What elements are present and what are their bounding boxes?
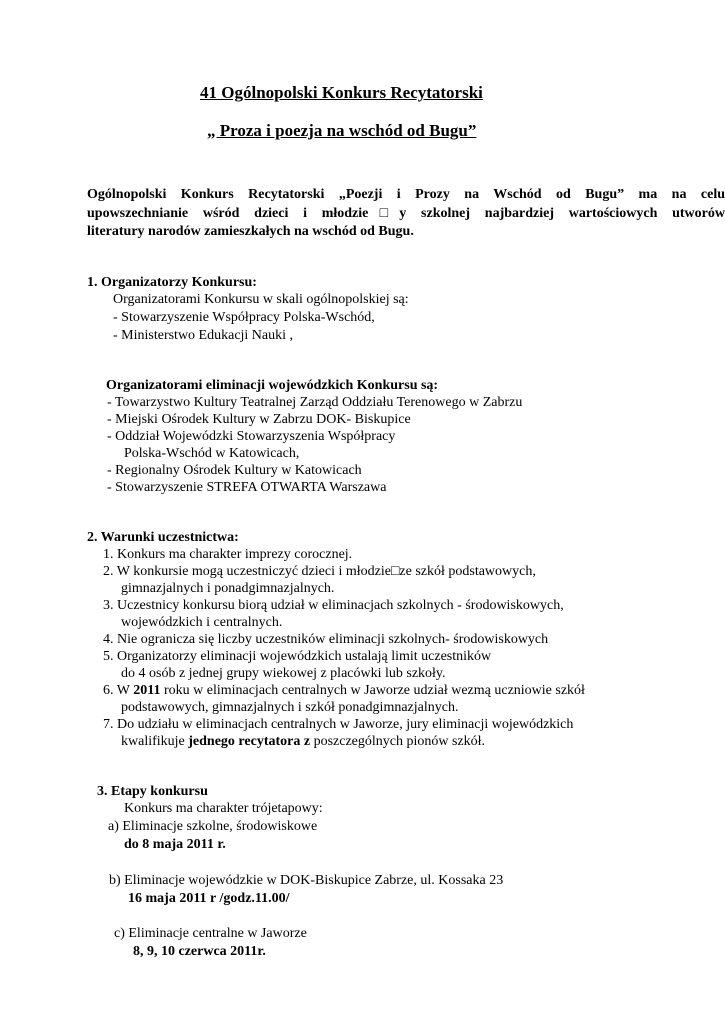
condition-item-7-post: poszczególnych pionów szkół. bbox=[310, 734, 486, 749]
condition-item-2-cont: gimnazjalnych i ponadgimnazjalnych. bbox=[121, 581, 335, 596]
section-1-lead: Organizatorami Konkursu w skali ogólnopolskiej są: bbox=[113, 292, 409, 307]
list-item: - Stowarzyszenie Współpracy Polska-Wschód, bbox=[113, 310, 375, 325]
list-item: - Stowarzyszenie STREFA OTWARTA Warszawa bbox=[107, 480, 387, 495]
section-3-lead: Konkurs ma charakter trójetapowy: bbox=[124, 801, 323, 816]
section-2-heading: 2. Warunki uczestnictwa: bbox=[87, 530, 239, 545]
section-1-heading: 1. Organizatorzy Konkursu: bbox=[87, 275, 257, 290]
section-3-heading: 3. Etapy konkursu bbox=[97, 784, 208, 799]
stage-c-label: c) Eliminacje centralne w Jaworze bbox=[114, 926, 307, 941]
condition-item-3-cont: wojewódzkich i centralnych. bbox=[121, 615, 283, 630]
stage-a-label: a) Eliminacje szkolne, środowiskowe bbox=[108, 819, 318, 834]
list-item: - Regionalny Ośrodek Kultury w Katowicach bbox=[107, 463, 362, 478]
list-item: - Towarzystwo Kultury Teatralnej Zarząd Oddziału Terenowego w Zabrzu bbox=[107, 395, 523, 410]
stage-b-label: b) Eliminacje wojewódzkie w DOK-Biskupice Zabrze, ul. Kossaka 23 bbox=[109, 873, 504, 888]
intro-line-2: upowszechnianie wśród dzieci i młodzie□y szkolnej najbardziej wartościowych utworów bbox=[87, 206, 725, 221]
intro-line-3: literatury narodów zamieszkałych na wschód od Bugu. bbox=[87, 224, 414, 239]
condition-item-3: 3. Uczestnicy konkursu biorą udział w eliminacjach szkolnych - środowiskowych, bbox=[103, 598, 564, 613]
condition-item-1: 1. Konkurs ma charakter imprezy corocznej. bbox=[103, 547, 353, 562]
condition-item-6 bbox=[103, 682, 585, 699]
list-item: - Miejski Ośrodek Kultury w Zabrzu DOK- Biskupice bbox=[107, 412, 411, 427]
condition-item-6-post: roku w eliminacjach centralnych w Jaworze udział wezmą uczniowie szkół bbox=[160, 683, 585, 698]
condition-item-7: 7. Do udziału w eliminacjach centralnych w Jaworze, jury eliminacji wojewódzkich bbox=[103, 717, 574, 732]
document-title: 41 Ogólnopolski Konkurs Recytatorski bbox=[200, 83, 483, 102]
condition-item-7-pre: kwalifikuje bbox=[121, 734, 189, 749]
condition-item-2: 2. W konkursie mogą uczestniczyć dzieci i młodzie□ze szkół podstawowych, bbox=[103, 564, 536, 579]
regional-organizers-heading: Organizatorami eliminacji wojewódzkich Konkursu są: bbox=[106, 378, 439, 393]
stage-b-date: 16 maja 2011 r /godz.11.00/ bbox=[128, 891, 290, 906]
list-item-continuation: Polska-Wschód w Katowicach, bbox=[124, 446, 300, 461]
condition-item-6-year: 2011 bbox=[133, 683, 161, 698]
stage-a-date: do 8 maja 2011 r. bbox=[124, 837, 226, 852]
list-item: - Ministerstwo Edukacji Nauki , bbox=[113, 328, 294, 343]
condition-item-5-cont: do 4 osób z jednej grupy wiekowej z placówki lub szkoły. bbox=[121, 666, 446, 681]
list-item: - Oddział Wojewódzki Stowarzyszenia Współpracy bbox=[107, 429, 396, 444]
stage-c-date: 8, 9, 10 czerwca 2011r. bbox=[133, 944, 266, 959]
condition-item-6-pre: 6. W bbox=[103, 683, 134, 698]
condition-item-6-cont: podstawowych, gimnazjalnych i szkół ponadgimnazjalnych. bbox=[121, 700, 459, 715]
condition-item-7-cont bbox=[121, 733, 485, 750]
condition-item-7-bold: jednego recytatora z bbox=[188, 734, 311, 749]
condition-item-5: 5. Organizatorzy eliminacji wojewódzkich ustalają limit uczestników bbox=[103, 649, 492, 664]
condition-item-4: 4. Nie ogranicza się liczby uczestników eliminacji szkolnych- środowiskowych bbox=[103, 632, 549, 647]
document-subtitle: „ Proza i poezja na wschód od Bugu” bbox=[207, 121, 477, 140]
intro-line-1: Ogólnopolski Konkurs Recytatorski „Poezji i Prozy na Wschód od Bugu” ma na celu bbox=[87, 187, 725, 202]
